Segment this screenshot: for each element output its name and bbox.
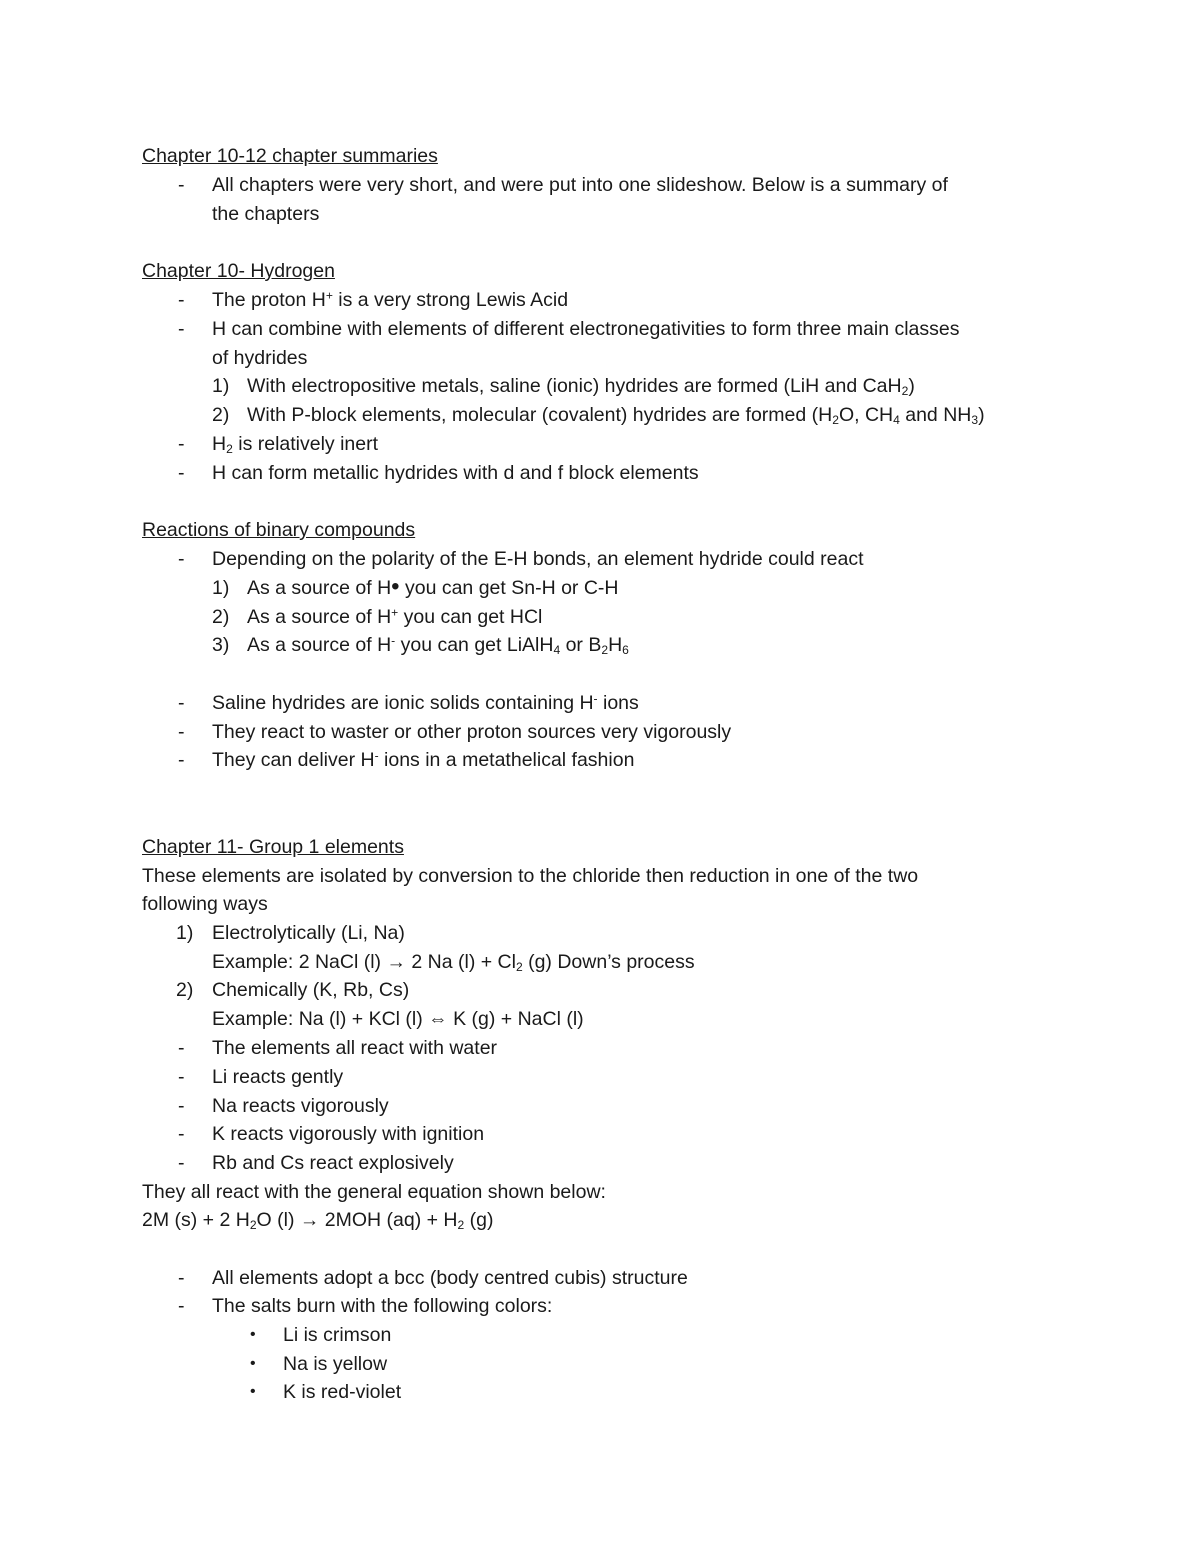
ch10-numbered-text-2: With P-block elements, molecular (covalent) hydrides are formed ($H_2O$, $CH_4$ and $NH_3$)	[247, 404, 985, 428]
ch11-numbered-item-1: 1)	[176, 922, 194, 944]
ch10-bullet-h2-inert: $H_2$ is relatively inert	[212, 433, 379, 457]
ch11-example-1: Example: 2 NaCl (l) → 2 Na $(l) + Cl_2$ (g) Down’s process	[212, 951, 695, 975]
dash-marker: -	[178, 548, 185, 570]
reactions-numbered-text-2: As a source of H+ you can get HCl	[247, 605, 543, 628]
ch11-color-item: K is red-violet	[283, 1381, 402, 1403]
bullet-dot-icon: •	[250, 1326, 256, 1343]
dash-marker: -	[178, 1066, 185, 1088]
ch11-bullet-item: Rb and Cs react explosively	[212, 1152, 454, 1174]
ch11-numbered-text-2: Chemically (K, Rb, Cs)	[212, 979, 410, 1001]
equilibrium-arrow-icon: ⇔	[428, 1008, 448, 1030]
dash-marker: -	[178, 1095, 185, 1117]
ch11-example-2: Example: Na (l) + KCl (l) ⇔ K (g) + NaCl (l)	[212, 1008, 584, 1030]
dash-marker: -	[178, 433, 185, 455]
dash-marker: -	[178, 1152, 185, 1174]
dash-marker: -	[178, 1267, 185, 1289]
ch10-numbered-item-1: 1)	[212, 375, 230, 397]
dash-marker: -	[178, 174, 185, 196]
ch10-bullet-combine-line1: H can combine with elements of different electronegativities to form three main classes	[212, 318, 960, 340]
dash-marker: -	[178, 692, 185, 714]
intro-bullet-line1: All chapters were very short, and were put into one slideshow. Below is a summary of	[212, 174, 948, 196]
ch10-numbered-text-1: With electropositive metals, saline (ionic) hydrides are formed (LiH and CaH$_2$)	[247, 375, 915, 399]
ch11-paragraph-line1: These elements are isolated by conversion to the chloride then reduction in one of the two	[142, 865, 919, 887]
reactions-numbered-text-1: As a source of H• you can get Sn-H or C-H	[247, 573, 619, 600]
bullet-dot-icon: •	[250, 1383, 256, 1400]
reactions-numbered-item-3: 3)	[212, 634, 230, 656]
ch10-numbered-item-2: 2)	[212, 404, 230, 426]
ch11-color-item: Na is yellow	[283, 1353, 388, 1375]
bullet-dot-icon: •	[250, 1355, 256, 1372]
ch10-bullet-proton: The proton H+ is a very strong Lewis Acid	[212, 288, 569, 311]
reactions-numbered-item-2: 2)	[212, 606, 230, 628]
ch10-bullet-metallic: H can form metallic hydrides with d and f block elements	[212, 462, 699, 484]
ch11-bullet-salts: The salts burn with the following colors:	[212, 1295, 553, 1317]
ch11-general-equation-intro: They all react with the general equation shown below:	[142, 1181, 606, 1203]
reactions-numbered-item-1: 1)	[212, 577, 230, 599]
dash-marker: -	[178, 318, 185, 340]
ch11-bullet-item: The elements all react with water	[212, 1037, 498, 1059]
dash-marker: -	[178, 749, 185, 771]
reactions-numbered-text-3: As a source of H- you can get LiAlH$_4$ or $B_2H_6$	[247, 633, 629, 658]
dash-marker: -	[178, 721, 185, 743]
reactions-heading: Reactions of binary compounds	[142, 519, 416, 541]
dash-marker: -	[178, 462, 185, 484]
radical-dot: •	[391, 573, 400, 600]
ch11-bullet-bcc: All elements adopt a bcc (body centred cubis) structure	[212, 1267, 688, 1289]
reactions-bullet-deliver: They can deliver H- ions in a metathelical fashion	[212, 748, 635, 771]
dash-marker: -	[178, 1295, 185, 1317]
ch11-color-item: Li is crimson	[283, 1324, 392, 1346]
ch11-bullet-item: K reacts vigorously with ignition	[212, 1123, 485, 1145]
intro-bullet-line2: the chapters	[212, 203, 320, 225]
reactions-bullet-polarity: Depending on the polarity of the E-H bonds, an element hydride could react	[212, 548, 864, 570]
ch10-heading: Chapter 10- Hydrogen	[142, 260, 335, 282]
ch11-bullet-item: Li reacts gently	[212, 1066, 344, 1088]
dash-marker: -	[178, 1123, 185, 1145]
ch10-bullet-combine-line2: of hydrides	[212, 347, 308, 369]
arrow-right-icon: →	[299, 1209, 320, 1231]
ch11-bullet-item: Na reacts vigorously	[212, 1095, 389, 1117]
arrow-right-icon: →	[386, 951, 406, 973]
ch11-paragraph-line2: following ways	[142, 893, 268, 915]
intro-heading: Chapter 10-12 chapter summaries	[142, 145, 438, 167]
reactions-bullet-saline: Saline hydrides are ionic solids containing H- ions	[212, 691, 639, 714]
reactions-bullet-react: They react to waster or other proton sources very vigorously	[212, 721, 732, 743]
dash-marker: -	[178, 1037, 185, 1059]
ch11-numbered-text-1: Electrolytically (Li, Na)	[212, 922, 405, 944]
ch11-numbered-item-2: 2)	[176, 979, 194, 1001]
ch11-heading: Chapter 11- Group 1 elements	[142, 836, 404, 858]
ch11-general-equation: 2M (s) + 2 $H_2O$ (l) → 2MOH $(aq) + H_2$ (g)	[142, 1209, 494, 1233]
dash-marker: -	[178, 289, 185, 311]
